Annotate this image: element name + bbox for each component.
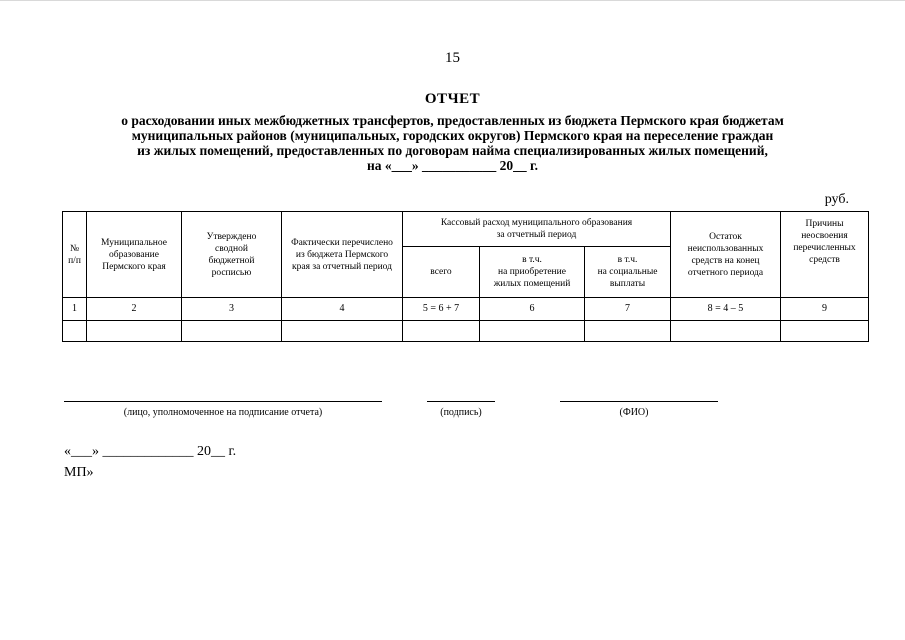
column-number: 7 xyxy=(585,298,671,321)
empty-cell xyxy=(480,321,585,342)
subtitle-line-3: из жилых помещений, предоставленных по договорам найма специализированных жилых помещений, xyxy=(137,143,768,158)
header-row-1 xyxy=(63,212,869,247)
header-col-municipality: Муниципальное образование Пермского края xyxy=(87,212,182,298)
header-col-housing: в т.ч. на приобретение жилых помещений xyxy=(480,247,585,298)
empty-cell xyxy=(403,321,480,342)
empty-cell xyxy=(282,321,403,342)
page-top-edge xyxy=(0,0,905,7)
column-number: 3 xyxy=(182,298,282,321)
full-name-line xyxy=(560,401,718,402)
empty-cell xyxy=(585,321,671,342)
empty-cell xyxy=(781,321,869,342)
signature-label: (подпись) xyxy=(440,407,482,418)
subtitle-line-4: на «___» ___________ 20__ г. xyxy=(366,158,538,173)
column-number: 5 = 6 + 7 xyxy=(403,298,480,321)
column-number: 1 xyxy=(63,298,87,321)
column-number: 2 xyxy=(87,298,182,321)
authorized-person-line xyxy=(64,401,382,402)
column-number: 8 = 4 – 5 xyxy=(671,298,781,321)
empty-cell xyxy=(671,321,781,342)
subtitle-line-2: муниципальных районов (муниципальных, городских округов) Пермского края на переселение граждан xyxy=(131,128,774,143)
header-col-number: № п/п xyxy=(63,212,87,298)
report-title: ОТЧЕТ xyxy=(424,91,481,107)
empty-cell xyxy=(63,321,87,342)
empty-cell xyxy=(87,321,182,342)
report-table xyxy=(62,211,869,342)
report-subtitle xyxy=(40,113,865,173)
full-name-label: (ФИО) xyxy=(619,407,649,418)
currency-unit: руб. xyxy=(824,192,849,207)
column-number: 6 xyxy=(480,298,585,321)
empty-cell xyxy=(182,321,282,342)
page-number: 15 xyxy=(445,50,460,66)
header-col-social: в т.ч. на социальные выплаты xyxy=(585,247,671,298)
subtitle-line-1: о расходовании иных межбюджетных трансфертов, предоставленных из бюджета Пермского края бюджетам xyxy=(121,113,784,128)
authorized-person-label: (лицо, уполномоченное на подписание отчета) xyxy=(123,407,323,418)
empty-data-row xyxy=(63,321,869,342)
header-col-total: всего xyxy=(403,247,480,298)
stamp-label: МП» xyxy=(64,465,94,480)
header-group-cash-expense: Кассовый расход муниципального образования за отчетный период xyxy=(403,212,671,247)
header-col-transferred: Фактически перечислено из бюджета Пермского края за отчетный период xyxy=(282,212,403,298)
date-line: «___» _____________ 20__ г. xyxy=(64,444,237,459)
signature-line xyxy=(427,401,495,402)
header-col-reasons: Причины неосвоения перечисленных средств xyxy=(781,212,869,298)
column-number-row xyxy=(63,298,869,321)
column-number: 9 xyxy=(781,298,869,321)
column-number: 4 xyxy=(282,298,403,321)
header-col-balance: Остаток неиспользованных средств на конец отчетного периода xyxy=(671,212,781,298)
header-col-approved: Утверждено сводной бюджетной росписью xyxy=(182,212,282,298)
